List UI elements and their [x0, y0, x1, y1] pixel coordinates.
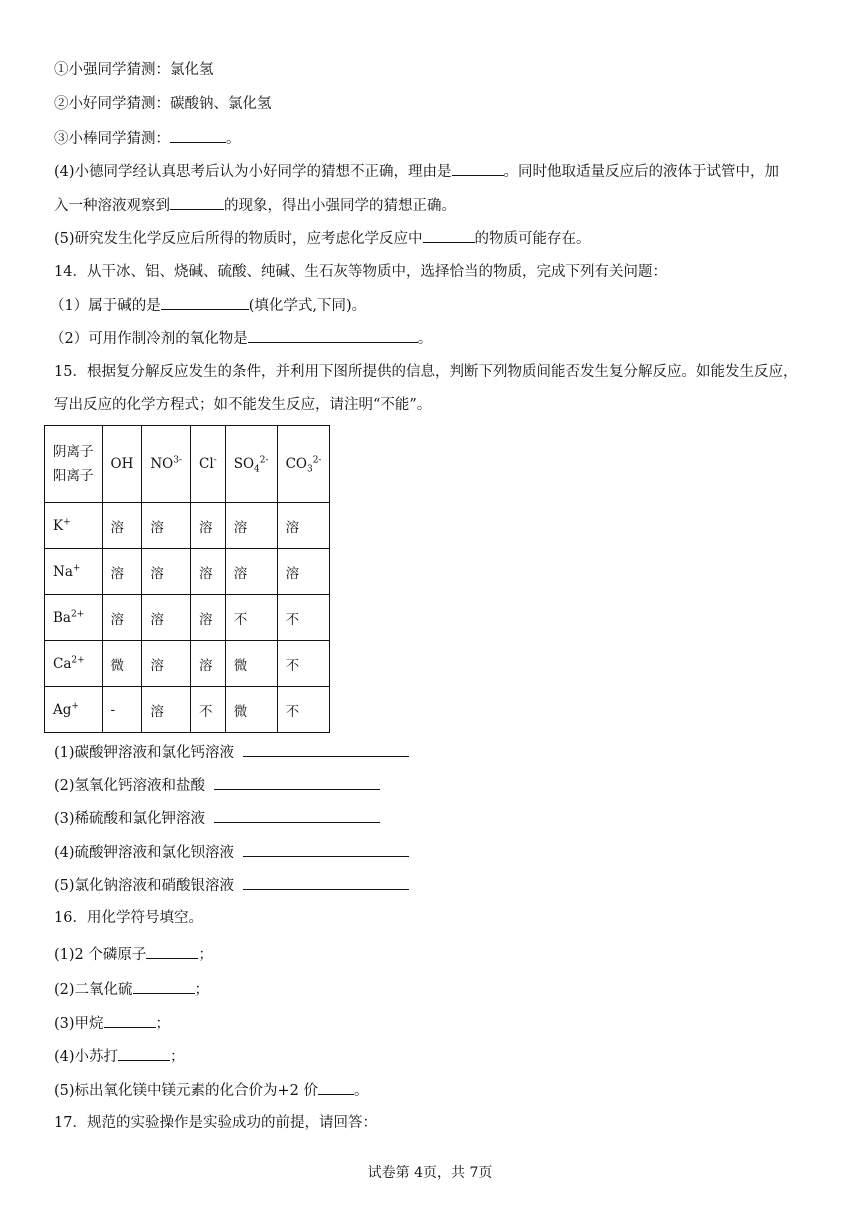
table-cell: 溶: [225, 549, 277, 595]
table-cell: 不: [225, 595, 277, 641]
table-row: [45, 687, 330, 733]
answer-blank[interactable]: [243, 842, 409, 857]
table-cell: 溶: [142, 503, 191, 549]
question-15-5: [54, 875, 409, 896]
anion-cell: [102, 426, 142, 503]
table-row: [45, 595, 330, 641]
q4-text-c: 入一种溶液观察到: [54, 198, 170, 214]
table-cell: -: [102, 687, 142, 733]
q14-1-suffix: (填化学式,下同)。: [248, 298, 367, 314]
q15-4-text: (4)硫酸钾溶液和氯化钡溶液: [54, 845, 235, 861]
table-cell: 溶: [191, 641, 226, 687]
table-cell: 溶: [277, 549, 330, 595]
table-cell: 溶: [102, 595, 142, 641]
table-cell: 不: [191, 687, 226, 733]
question-14-1: [50, 295, 366, 316]
q4-text-d: 的现象，得出小强同学的猜想正确。: [224, 198, 456, 214]
answer-blank[interactable]: [118, 1046, 170, 1061]
cation-cell: [45, 687, 103, 733]
question-15-line-1: 15．根据复分解反应发生的条件，并利用下图所提供的信息，判断下列物质间能否发生复分解反应。如能发生反应，: [54, 364, 798, 380]
answer-blank[interactable]: [170, 195, 224, 210]
answer-blank[interactable]: [104, 1013, 156, 1028]
anion-base: Cl: [199, 456, 214, 472]
table-cell: 微: [225, 641, 277, 687]
table-cell: 微: [102, 641, 142, 687]
answer-blank[interactable]: [243, 742, 409, 757]
table-cell: 不: [277, 687, 330, 733]
question-15-1: [54, 742, 409, 763]
anion-charge: 2-: [259, 455, 269, 466]
table-cell: 溶: [102, 503, 142, 549]
q15-3-text: (3)稀硫酸和氯化钾溶液: [54, 811, 206, 827]
semicolon: ；: [194, 982, 210, 998]
question-15-4: [54, 842, 409, 863]
q15-2-text: (2)氢氧化钙溶液和盐酸: [54, 778, 206, 794]
table-cell: 溶: [277, 503, 330, 549]
answer-blank[interactable]: [214, 808, 380, 823]
anion-base: CO: [285, 456, 307, 472]
question-4-line-1: [54, 161, 779, 182]
question-16-5: [54, 1080, 369, 1101]
answer-blank[interactable]: [318, 1080, 354, 1095]
table-cell: 溶: [191, 595, 226, 641]
cation-charge: +: [72, 563, 81, 573]
text-line-2: ②小好同学猜测：碳酸钠、氯化氢: [54, 96, 272, 112]
question-16-3: [54, 1013, 170, 1034]
q16-3-text: (3)甲烷: [54, 1016, 104, 1032]
q16-5-text: (5)标出氧化镁中镁元素的化合价为+2 价: [54, 1083, 319, 1099]
table-row: [45, 641, 330, 687]
anion-base: NO: [150, 456, 174, 472]
text-line-1: ①小强同学猜测：氯化氢: [54, 62, 214, 78]
cation-charge: 2+: [71, 655, 85, 665]
cation-cell: [45, 549, 103, 595]
question-16-1: [54, 944, 213, 965]
question-14-2: [50, 328, 432, 349]
semicolon: ；: [198, 947, 213, 963]
q15-1-text: (1)碳酸钾溶液和氯化钙溶液: [54, 745, 235, 761]
q14-1-text: （1）属于碱的是: [50, 298, 161, 314]
table-cell: 溶: [191, 503, 226, 549]
anion-cell: [142, 426, 191, 503]
line3-suffix: 。: [226, 131, 241, 147]
cation-symbol: Ca: [53, 655, 72, 672]
anion-subscript: 3: [306, 464, 313, 475]
question-15-2: [54, 775, 380, 796]
cation-charge: +: [71, 701, 79, 711]
table-cell: 溶: [142, 641, 191, 687]
semicolon: ；: [155, 1016, 171, 1032]
table-cell: 溶: [142, 687, 191, 733]
answer-blank[interactable]: [170, 128, 226, 143]
table-cell: 溶: [142, 595, 191, 641]
cation-charge: +: [63, 517, 71, 527]
answer-blank[interactable]: [161, 295, 249, 310]
anion-subscript: 4: [254, 464, 260, 475]
q16-1-text: (1)2 个磷原子: [54, 947, 147, 963]
cation-cell: [45, 595, 103, 641]
table-cell: 微: [225, 687, 277, 733]
cation-cell: [45, 503, 103, 549]
q14-2-suffix: 。: [417, 331, 433, 347]
anion-charge: 3-: [173, 455, 183, 466]
table-cell: 溶: [102, 549, 142, 595]
answer-blank[interactable]: [248, 328, 418, 343]
question-15-3: [54, 808, 380, 829]
question-14: 14．从干冰、铝、烧碱、硫酸、纯碱、生石灰等物质中，选择恰当的物质，完成下列有关问题：: [54, 264, 667, 280]
q15-5-text: (5)氯化钠溶液和硝酸银溶液: [54, 878, 235, 894]
answer-blank[interactable]: [214, 775, 380, 790]
q16-4-text: (4)小苏打: [54, 1049, 119, 1065]
table-cell: 溶: [142, 549, 191, 595]
q4-text-a: (4)小德同学经认真思考后认为小好同学的猜想不正确，理由是: [54, 164, 452, 180]
table-row: [45, 549, 330, 595]
question-16: 16．用化学符号填空。: [54, 910, 203, 926]
anion-charge: -: [213, 455, 217, 466]
answer-blank[interactable]: [423, 228, 475, 243]
anion-base: SO: [233, 456, 255, 472]
answer-blank[interactable]: [133, 979, 195, 994]
table-cell: 溶: [191, 549, 226, 595]
answer-blank[interactable]: [452, 161, 504, 176]
cation-symbol: Na: [53, 563, 73, 580]
table-cell: 不: [277, 641, 330, 687]
cation-charge: 2+: [70, 609, 85, 619]
anion-charge: 2-: [312, 455, 322, 466]
cation-cell: [45, 641, 103, 687]
answer-blank[interactable]: [243, 875, 409, 890]
table-cell: 不: [277, 595, 330, 641]
q16-2-text: (2)二氧化硫: [54, 982, 133, 998]
cation-header: 阳离子: [53, 468, 94, 484]
semicolon: ；: [170, 1049, 185, 1065]
table-row: [45, 503, 330, 549]
question-15-line-2: 写出反应的化学方程式；如不能发生反应，请注明“不能”。: [54, 397, 432, 413]
anion-header: 阴离子: [53, 444, 94, 460]
table-header-row: [45, 426, 330, 503]
page-footer: 试卷第 4页，共 7页: [367, 1165, 493, 1181]
question-16-4: [54, 1046, 185, 1067]
question-4-line-2: [54, 195, 456, 216]
question-17: 17．规范的实验操作是实验成功的前提，请回答：: [54, 1115, 377, 1131]
cation-symbol: Ba: [53, 609, 71, 626]
table-cell: 溶: [225, 503, 277, 549]
line3-prefix: ③小棒同学猜测：: [54, 131, 170, 147]
text-line-3: [54, 128, 241, 149]
q4-text-b: 。同时他取适量反应后的液体于试管中，加: [503, 164, 780, 180]
anion-cell: [191, 426, 226, 503]
cation-symbol: K: [53, 517, 64, 534]
solubility-table: [44, 425, 330, 733]
cation-symbol: Ag: [53, 701, 72, 718]
period: 。: [354, 1083, 369, 1099]
anion-cell: [225, 426, 277, 503]
anion-base: OH: [110, 456, 134, 472]
answer-blank[interactable]: [146, 944, 198, 959]
anion-cell: [277, 426, 330, 503]
q14-2-text: （2）可用作制冷剂的氧化物是: [50, 331, 248, 347]
q5-text-b: 的物质可能存在。: [474, 231, 591, 247]
q5-text-a: (5)研究发生化学反应后所得的物质时，应考虑化学反应中: [54, 231, 423, 247]
question-16-2: [54, 979, 209, 1000]
table-corner-cell: [45, 426, 103, 503]
question-5: [54, 228, 591, 249]
